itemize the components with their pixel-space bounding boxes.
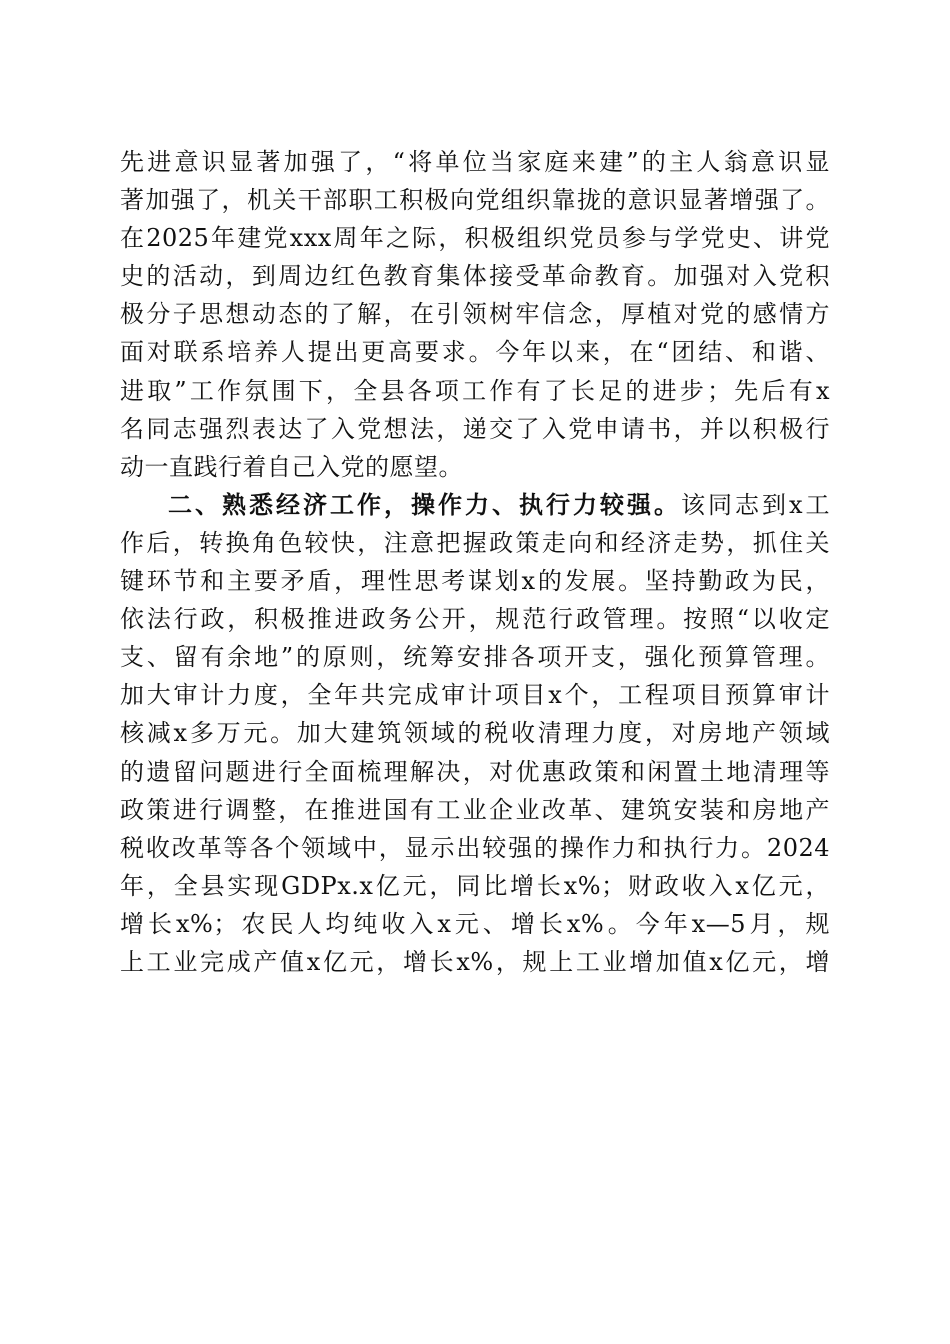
section-heading: 二、熟悉经济工作，操作力、执行力较强。 — [168, 489, 681, 519]
text-line: 面对联系培养人提出更高要求。今年以来，在“团结、和谐、 — [120, 338, 830, 367]
text-line-first — [120, 486, 830, 524]
text-line: 动一直践行着自己入党的愿望。 — [120, 452, 463, 481]
text-line: 税收改革等各个领域中，显示出较强的操作力和执行力。2024 — [120, 833, 830, 862]
paragraph-party-building — [120, 143, 830, 486]
section-heading-rest: 该同志到x工 — [680, 490, 830, 519]
text-line: 的遗留问题进行全面梳理解决，对优惠政策和闲置土地清理等 — [120, 757, 830, 786]
text-line: 极分子思想动态的了解，在引领树牢信念，厚植对党的感情方 — [120, 300, 830, 329]
text-line: 依法行政，积极推进政务公开，规范行政管理。按照“以收定 — [120, 605, 830, 634]
text-line: 加大审计力度，全年共完成审计项目x个，工程项目预算审计 — [120, 681, 830, 710]
text-line: 键环节和主要矛盾，理性思考谋划x的发展。坚持勤政为民， — [120, 567, 830, 596]
text-line: 支、留有余地”的原则，统筹安排各项开支，强化预算管理。 — [120, 643, 830, 672]
text-line: 核减x多万元。加大建筑领域的税收清理力度，对房地产领域 — [120, 719, 830, 748]
text-line: 作后，转换角色较快，注意把握政策走向和经济走势，抓住关 — [120, 528, 830, 557]
text-line: 著加强了，机关干部职工积极向党组织靠拢的意识显著增强了。 — [120, 186, 830, 215]
text-line: 史的活动，到周边红色教育集体接受革命教育。加强对入党积 — [120, 262, 830, 291]
text-line: 在2025年建党xxx周年之际，积极组织党员参与学党史、讲党 — [120, 224, 830, 253]
text-line: 政策进行调整，在推进国有工业企业改革、建筑安装和房地产 — [120, 795, 830, 824]
text-line: 进取”工作氛围下，全县各项工作有了长足的进步；先后有x — [120, 376, 830, 405]
text-line: 上工业完成产值x亿元，增长x%，规上工业增加值x亿元，增 — [120, 947, 830, 976]
text-line: 名同志强烈表达了入党想法，递交了入党申请书，并以积极行 — [120, 414, 830, 443]
document-body — [120, 143, 830, 981]
text-line: 年，全县实现GDPx.x亿元，同比增长x%；财政收入x亿元， — [120, 871, 830, 900]
text-line: 增长x%；农民人均纯收入x元、增长x%。今年x—5月，规 — [120, 909, 830, 938]
paragraph-economic-work — [120, 486, 830, 981]
text-line: 先进意识显著加强了，“将单位当家庭来建”的主人翁意识显 — [120, 148, 830, 176]
